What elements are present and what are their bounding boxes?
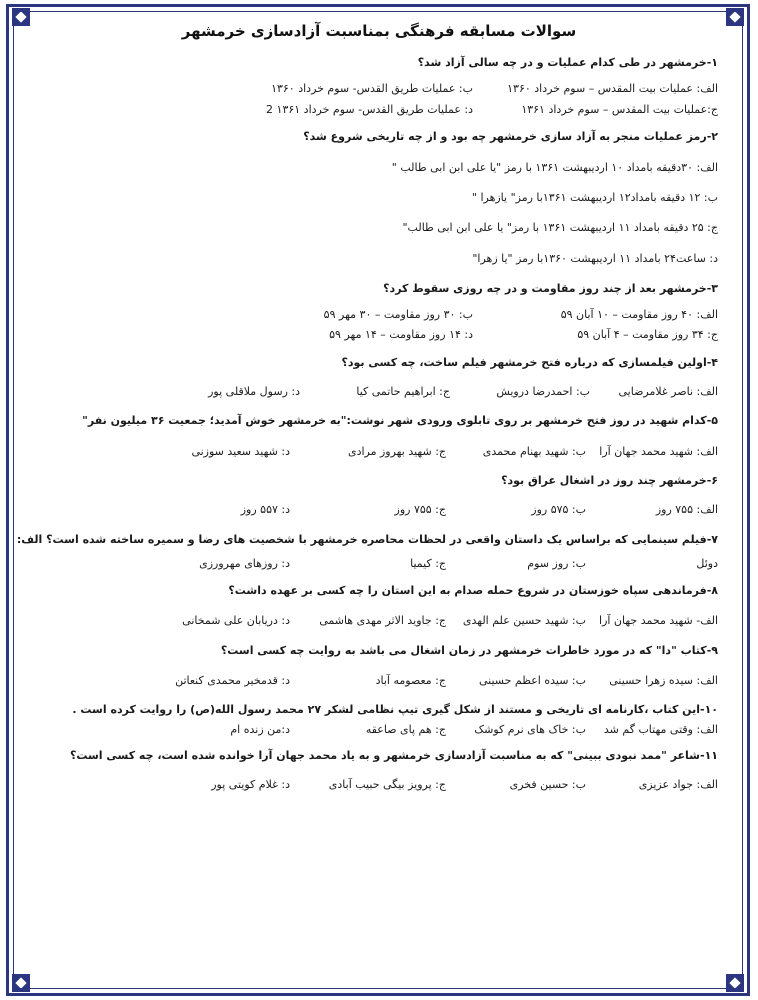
options-row <box>40 328 718 342</box>
option-a: الف: ۳۰دقیقه بامداد ۱۰ اردیبهشت ۱۳۶۱ با رمز "یا علی ابن ابی طالب " <box>391 160 718 174</box>
option-b: ب: ۳۰ روز مقاومت – ۳۰ مهر ۵۹ <box>323 308 473 322</box>
option-a: الف: جواد عزیزی <box>638 778 718 792</box>
option-b: ب: روز سوم <box>527 556 586 570</box>
option-d: د:من زنده ام <box>230 722 290 736</box>
option-d: د: ۵۵۷ روز <box>240 503 290 517</box>
option-b: ب: عملیات طریق القدس- سوم خرداد ۱۳۶۰ <box>271 81 473 95</box>
option-d: د: شهید سعید سوزنی <box>191 444 290 458</box>
question-1 <box>40 56 718 118</box>
options-row <box>40 723 718 737</box>
quiz-document <box>16 14 718 984</box>
options-row <box>40 308 718 322</box>
option-c: ج: ۳۴ روز مقاومت – ۴ آبان ۵۹ <box>577 328 718 342</box>
question-text: ۱۱-شاعر "ممد نبودی ببینی" که به مناسبت آزادسازی خرمشهر و به یاد محمد جهان آرا خوانده شده است، چه کسی است؟ <box>69 748 718 762</box>
option-c: ج:عملیات بیت المقدس – سوم خرداد ۱۳۶۱ <box>521 103 718 117</box>
option-a: الف: ۷۵۵ روز <box>655 503 718 517</box>
question-text: ۸-فرماندهی سپاه خوزستان در شروع حمله صدام به این استان را چه کسی بر عهده داشت؟ <box>228 584 718 598</box>
option-b: ب: شهید حسین علم الهدی <box>462 614 586 628</box>
option-a: الف: شهید محمد جهان آرا <box>599 444 718 458</box>
option-a: الف: سیده زهرا حسینی <box>609 674 718 688</box>
option-c: ج: کیمیا <box>410 556 446 570</box>
option-b: ب: ۵۷۵ روز <box>531 503 586 517</box>
question-8 <box>40 584 718 629</box>
option-a: الف- شهید محمد جهان آرا <box>599 614 718 628</box>
page-title: سوالات مسابقه فرهنگی بمناسبت آزادسازی خرمشهر <box>181 22 577 40</box>
option-d: د: قدمخیر محمدی کنعاتن <box>175 674 290 688</box>
question-text: ۱-خرمشهر در طی کدام عملیات و در چه سالی آزاد شد؟ <box>417 55 718 69</box>
option-d: د: روزهای مهرورزی <box>199 556 290 570</box>
question-text: ۹-کتاب "دا" که در مورد خاطرات خرمشهر در زمان اشغال می باشد به روایت چه کسی است؟ <box>220 643 718 657</box>
question-11 <box>40 749 718 793</box>
option-a: الف: ناصر غلامرضایی <box>618 385 718 399</box>
option-b: ب: حسین فخری <box>509 778 586 792</box>
question-text: ۲-رمز عملیات منجر به آزاد سازی خرمشهر چه بود و از چه تاریخی شروع شد؟ <box>303 130 718 144</box>
option-c: ج: شهید بهروز مرادی <box>347 444 446 458</box>
option-c: ج: ۷۵۵ روز <box>394 503 446 517</box>
question-text: ۷-فیلم سینمایی که براساس یک داستان واقعی در لحظات محاصره خرمشهر با شخصیت های رضا و سمیره ساخته شده است؟ الف: <box>16 532 718 546</box>
question-text: ۳-خرمشهر بعد از چند روز مقاومت و در چه روزی سقوط کرد؟ <box>383 281 718 295</box>
option-a: الف: ۴۰ روز مقاومت – ۱۰ آبان ۵۹ <box>560 308 718 322</box>
option-d: د: غلام کویتی پور <box>211 778 290 792</box>
question-text: ۵-کدام شهید در روز فتح خرمشهر بر روی تابلوی ورودی شهر نوشت:"به خرمشهر خوش آمدید؛ جمعیت ۳۶ میلیون نفر" <box>82 414 718 428</box>
option-a: دوئل <box>696 556 718 570</box>
option-c: ج: هم پای صاعقه <box>365 722 446 736</box>
option-c: ج: جاوید الاثر مهدی هاشمی <box>319 614 446 628</box>
option-a: الف: وقتی مهتاب گم شد <box>603 722 718 736</box>
option-d: د: ساعت۲۴ بامداد ۱۱ اردیبهشت ۱۳۶۰با رمز "یا زهرا" <box>472 251 718 265</box>
option-b: ب: خاک های نرم کوشک <box>474 722 586 736</box>
question-text: ۴-اولین فیلمسازی که درباره فتح خرمشهر فیلم ساخت، چه کسی بود؟ <box>341 355 718 369</box>
option-d: د: ۱۴ روز مقاومت – ۱۴ مهر ۵۹ <box>329 328 473 342</box>
option-b: ب: شهید بهنام محمدی <box>482 444 586 458</box>
options-row <box>40 614 718 628</box>
option-a: الف: عملیات بیت المقدس – سوم خرداد ۱۳۶۰ <box>507 81 718 95</box>
option-c: ج: ۲۵ دقیقه بامداد ۱۱ اردیبهشت ۱۳۶۱ با رمز" یا علی ابن ابی طالب" <box>402 221 718 235</box>
question-text: ۶-خرمشهر چند روز در اشغال عراق بود؟ <box>501 473 718 487</box>
options-row <box>40 778 718 792</box>
question-7 <box>16 532 718 572</box>
option-d: د: رسول ملاقلی پور <box>208 385 300 399</box>
option-c: ج: پرویز بیگی حبیب آبادی <box>328 778 446 792</box>
question-4 <box>40 356 718 400</box>
question-5 <box>40 414 718 459</box>
option-b: ب: سیده اعظم حسینی <box>478 674 586 688</box>
option-b: ب: ۱۲ دقیقه بامداد۱۲ اردیبهشت ۱۳۶۱با رمز" یازهرا " <box>471 190 718 204</box>
question-6 <box>40 474 718 518</box>
question-10 <box>40 703 718 737</box>
option-d: د: دریابان علی شمخانی <box>182 614 290 628</box>
option-c: ج: معصومه آباد <box>375 674 446 688</box>
option-c: ج: ابراهیم حاتمی کیا <box>356 385 450 399</box>
question-3 <box>40 282 718 343</box>
options-row <box>40 103 718 117</box>
options-row <box>40 82 718 96</box>
question-2 <box>40 130 718 265</box>
options-row <box>40 557 718 571</box>
option-d: د: عملیات طریق القدس- سوم خرداد ۱۳۶۱ 2 <box>266 103 473 117</box>
options-row <box>40 503 718 517</box>
option-b: ب: احمدرضا درویش <box>496 385 590 399</box>
question-9 <box>40 644 718 689</box>
options-row <box>40 445 718 459</box>
options-row <box>40 385 718 399</box>
question-text: ۱۰-این کتاب ،کارنامه ای تاریخی و مستند از شکل گیری تیپ نظامی لشکر ۲۷ محمد رسول الله(ص) را روایت کرده است . <box>72 703 718 717</box>
options-row <box>40 674 718 688</box>
